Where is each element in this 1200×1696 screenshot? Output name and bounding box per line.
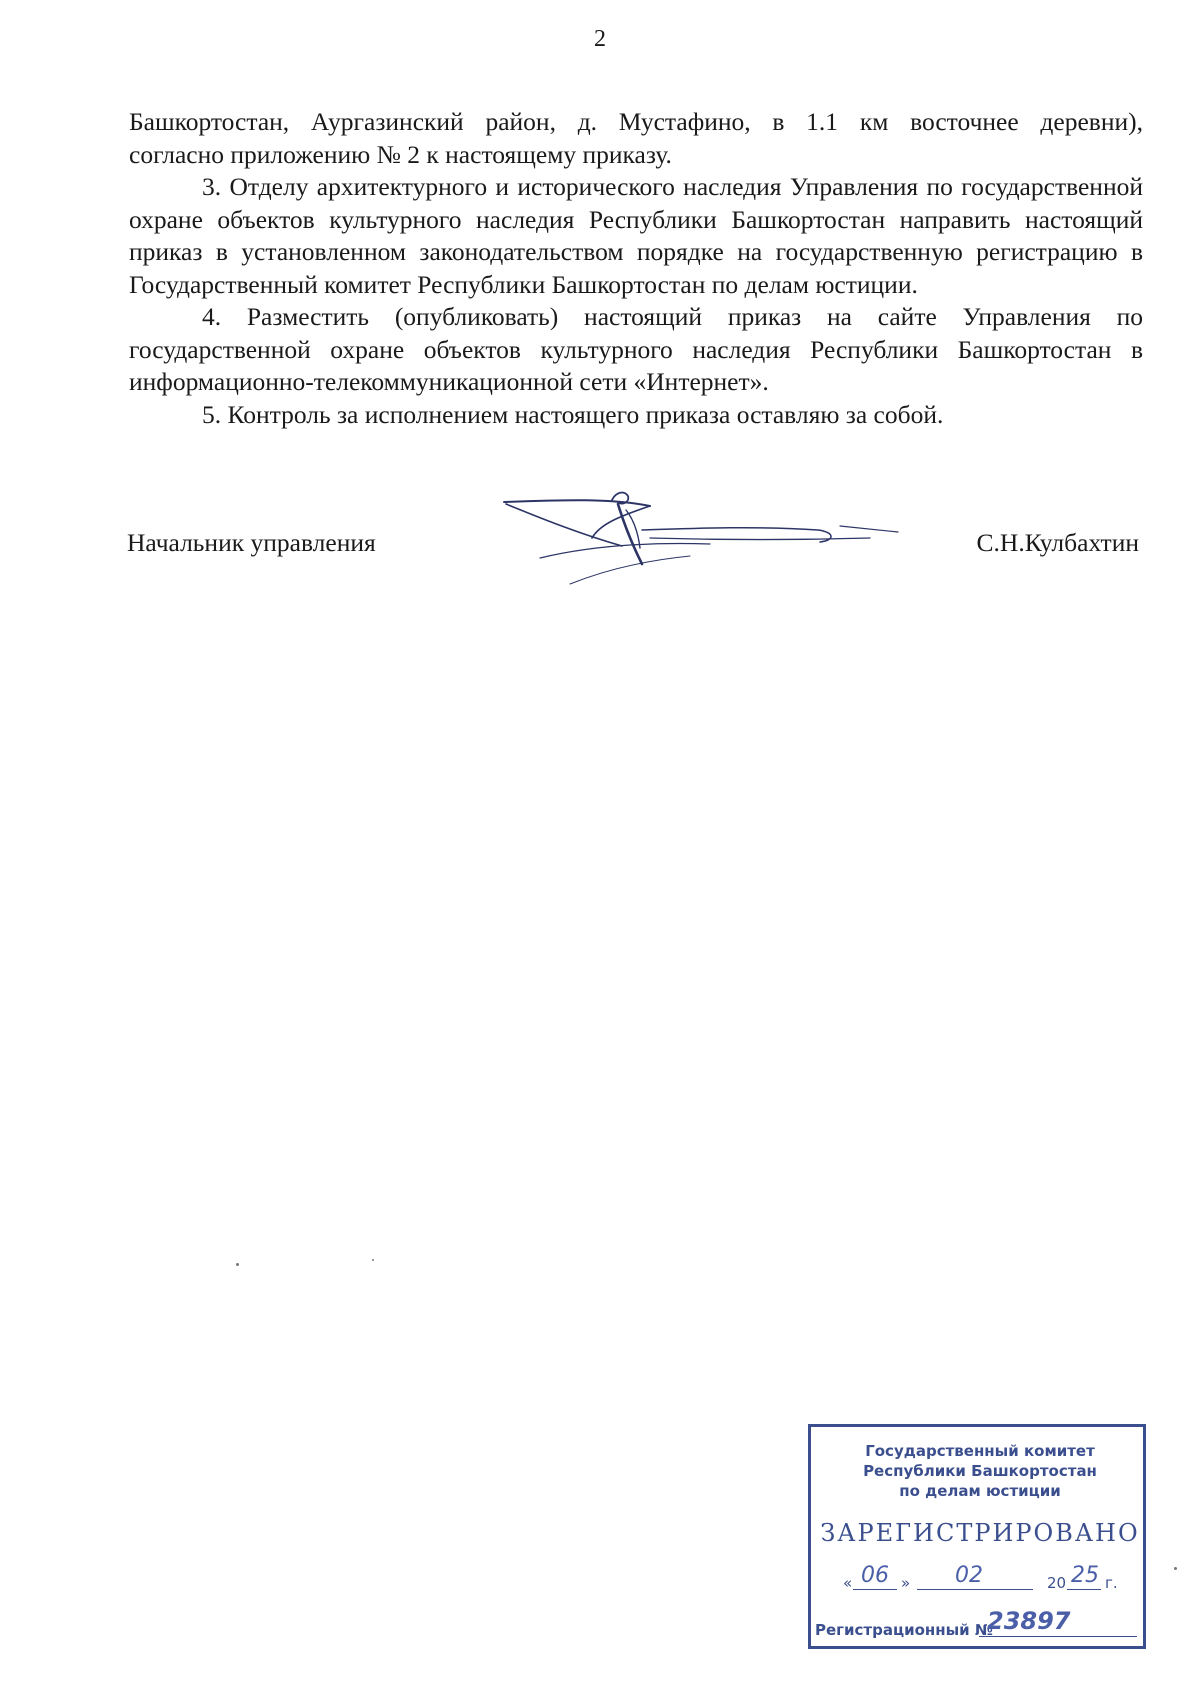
scan-speck <box>372 1259 374 1261</box>
paragraph-item-4: 4. Разместить (опубликовать) настоящий приказ на сайте Управления по государственной охране объектов культурного наследия Республики Башкортостан в информационно-телекоммуникационной сети «Интернет». <box>129 302 1143 396</box>
stamp-status: ЗАРЕГИСТРИРОВАНО <box>820 1519 1140 1547</box>
signatory-title: Начальник управления <box>127 528 376 557</box>
stamp-date: « 06 » 02 20 25 г. <box>843 1563 1118 1592</box>
stamp-year: 25 <box>1071 1563 1099 1588</box>
scan-speck <box>1174 1567 1177 1570</box>
document-body <box>129 106 1143 431</box>
stamp-month: 02 <box>955 1563 983 1588</box>
registration-stamp <box>808 1424 1146 1649</box>
stamp-reg-label: Регистрационный № <box>815 1621 993 1639</box>
paragraph-item-3: 3. Отделу архитектурного и исторического наследия Управления по государственной охране объектов культурного наследия Республики Башкортостан направить настоящий приказ в установленном законодательством порядке на государственную регистрацию в Государственный комитет Республики Башкортостан по делам юстиции. <box>129 172 1143 299</box>
paragraph-item-5: 5. Контроль за исполнением настоящего приказа оставляю за собой. <box>202 399 944 429</box>
stamp-day: 06 <box>861 1563 889 1588</box>
page-number: 2 <box>594 26 606 52</box>
stamp-organization: Государственный комитет Республики Башкортостан по делам юстиции <box>863 1442 1097 1500</box>
stamp-reg-number: 23897 <box>987 1607 1071 1635</box>
paragraph-continuation-line1: Башкортостан, Аургазинский район, д. Мустафино, в 1.1 км восточнее деревни), <box>129 107 1143 136</box>
stamp-registration <box>815 1607 1140 1641</box>
scan-speck <box>236 1263 239 1266</box>
handwritten-signature <box>500 488 920 598</box>
signatory-name: С.Н.Кулбахтин <box>976 528 1139 557</box>
paragraph-continuation-line2: согласно приложению № 2 к настоящему приказу. <box>129 139 672 169</box>
